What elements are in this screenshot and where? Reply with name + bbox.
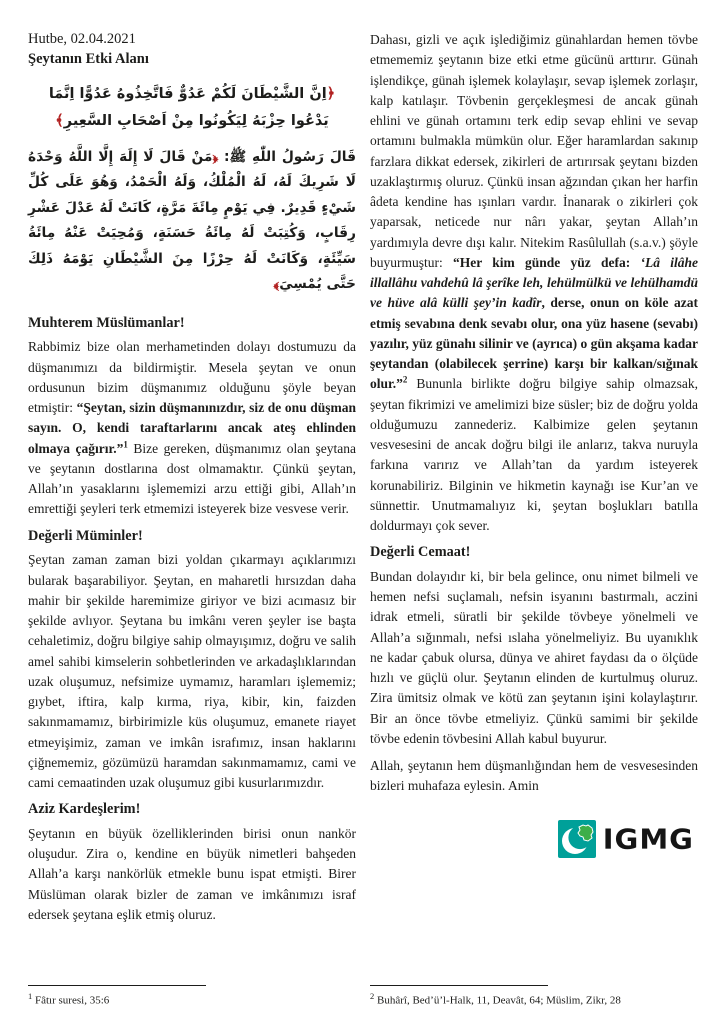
igmg-wordmark: IGMG [602, 822, 694, 855]
section-heading: Muhterem Müslümanlar! [28, 314, 185, 331]
hadith-intro: قَالَ رَسُولُ اللّٰهِ ﷺ: [218, 148, 356, 165]
text-run: Bundan dolayıdır ki, bir bela gelince, onu nimet bilmeli ve hemen nefsi suçlamalı, nefsin isyanını bastırmalı, aczini idrak etmeli, süratli bir şekilde tövbeye yönelmeli ve Allah’a sığınmalı, nefsi ıslaha yönelmeliyiz. Bu uyanıklık ne kadar çabuk olursa, dünya ve ahiret faydası da o ölçüde hızlı ve güçlü olur. Şeytanın elinden de kurtulmuş oluruz. Zira ümitsiz olmak ve kötü zan şeytanın işini kolaylaştırır. Bir an önce tövbe etmeliyiz. Çünkü samimi bir şekilde tövbe edenin tövbesini Allah kabul buyurur. [370, 568, 698, 746]
footnote-source: Buhârî, Bed’ü’l-Halk, 11, Deavât, 64; Müslim, Zikr, 28 [374, 994, 621, 1007]
hadith-ornament-open: ﴿ [212, 148, 219, 165]
right-column [370, 30, 698, 1008]
body-paragraph [28, 824, 356, 925]
footnote-right [370, 985, 698, 1009]
text-run: “Şeytan, sizin düşmanınızdır, siz de onu düşman sayın. O, kendi taraftarlarını ancak ateş ehlinden olmaya çağırır.” [28, 400, 356, 456]
footnote-marker: 1 [28, 990, 33, 1001]
page-title: Şeytanın Etki Alanı [28, 50, 149, 67]
arabic-quran-verse [34, 81, 350, 135]
igmg-logo [558, 820, 694, 858]
footnote-right-text [370, 991, 698, 1009]
text-run: 2 [402, 374, 408, 385]
section-heading: Değerli Cemaat! [370, 544, 471, 561]
arabic-hadith-block [28, 145, 356, 298]
footnote-left [28, 985, 356, 1009]
text-run: Dahası, gizli ve açık işlediğimiz günahlardan hemen tövbe etmememiz şeytanın bize etki etme gücünü arttırır. Günah işlendikçe, günah işlemek kolaylaşır, sevap işlemek zorlaşır, kalp katılaşır. Tövbenin gerçekleşmesi de ancak günah ehlini ve günah ortamını terk edip sevap ehlini ve sevap ortamını bulmakla mümkün olur. Eğer haramlardan sakınıp farzlara dikkat edersek, zikirleri de artırırsak şeytanı bizden uzaklaştırmış oluruz. Çünkü insan ağzından çıkan her harfin âdeta kendine has ışınları vardır. İnanarak o zikirleri çok yaparsak, neticede nur nârı yakar, şeytan Allah’ın yardımıyla devre dışı kalır. Nitekim Rasûlullah (s.a.v.) şöyle buyurmuştur: [370, 32, 698, 270]
hadith-ornament-close: ﴾ [273, 276, 280, 293]
text-run: Şeytan zaman zaman bizi yoldan çıkarmayı açıklarımızı bularak başarabiliyor. Şeytan, en maharetli hırsızdan daha mahir bir şekilde haremimize giriyor ve bizi acımasız bir şekilde avlıyor. Şeytana bu imkânı veren şeyler ise başta cehaletimiz, doğru bilgiye sahip olmayışımız, doğru ve salih amel sahibi kimselerin sohbetlerinden ve arkadaşlıklarından uzak oluşumuz, nefsimize uymamız, haramları işlememiz; gıybet, iftira, kalp kırma, riya, kibir, kin, faizden sakınmamamız, birbirimizle küs oluşumuz, emanete riayet etmeyişimiz, zaman ve imkân israfımız, insan haklarını çiğnememiz, gözümüzü haramdan sakınmamamız, cami ve cami cemaatinden uzak oluşumuz gibi kusurlarımızdır. [28, 552, 356, 790]
verse-ornament-close: ﴾ [55, 112, 64, 129]
text-run: , derse, onun on köle azat etmiş sevabına denk sevabı olur, ona yüz hasene (sevabı) yazılır, yüz günahı silinir ve (ayrıca) o gün akşama kadar şeytandan (olabilecek şerrine) karşı bir kalkan/sığınak olur.” [370, 295, 698, 392]
body-paragraph [370, 30, 698, 536]
igmg-crescent-globe-icon [558, 820, 596, 858]
text-run: Bununla birlikte doğru bilgiye sahip olmazsak, şeytan fikrimizi ve amelimizi bize süsler; biz de doğru yolda olduğumuzu zannederiz. Kalbimize gelen şeytanın vesvesesini de ancak doğru bilgi ile anlarız, takva nuruyla farkına varırız ve Allah’tan da yardım isteyerek korunabiliriz. Bilginin ve hikmetin kaynağı ise Kur’an ve sünnettir. Unutmamalıyız ki, şeytan boşlukları batılla doldurmayı çok sever. [370, 376, 698, 533]
body-paragraph [28, 550, 356, 793]
body-paragraph [370, 756, 698, 797]
footnote-divider [28, 985, 206, 986]
text-run: Bize gereken, düşmanımız olan şeytana ve şeytanın dostlarına dost olmamaktır. Çünkü şeytan, Allah’ın yasaklarını işlememizi arzu ettiği gibi, Allah’ın emrettiği şeyleri terk etmemizi isteyerek bize vesvese verir. [28, 440, 356, 517]
text-run: Allah, şeytanın hem düşmanlığından hem de vesvesesinden bizleri muhafaza eylesin. Amin [370, 758, 698, 794]
text-run: Rabbimiz bize olan merhametinden dolayı dostumuzu da düşmanımızı da bildirmiştir. Mesela şeytan ve onun ordusunun bizim düşmanımız olduğunu şöyle beyan etmiştir: [28, 339, 356, 416]
footnote-divider [370, 985, 548, 986]
section-heading: Aziz Kardeşlerim! [28, 801, 141, 818]
left-column-text [28, 308, 356, 932]
text-run: Şeytanın en büyük özelliklerinden birisi onun nankör oluşudur. Zira o, kendine en büyük nimetleri bahşeden Allah’a karşı nankörlük etmekle bunu ispat etmişti. Birer Müslüman olarak bizler de zaman ve imkânımızı israf edersek şeytana eşlik etmiş oluruz. [28, 825, 356, 922]
verse-ornament-open: ﴿ [326, 86, 336, 103]
body-paragraph [28, 337, 356, 519]
text-run: “Her kim günde yüz defa: [453, 254, 641, 270]
hadith-text: مَنْ قَالَ لَا إِلَهَ إِلَّا اللَّهُ وَحْدَهُ لَا شَرِيكَ لَهُ، لَهُ الْمُلْكُ، وَلَهُ الْحَمْدُ، وَهُوَ عَلَى كُلِّ شَيْءٍ قَدِيرٌ. فِي يَوْمٍ مِائَةَ مَرَّةٍ، كَانَتْ لَهُ عَدْلَ عَشْرِ رِقَابٍ، وَكُتِبَتْ لَهُ مِائَةُ حَسَنَةٍ، وَمُحِيَتْ عَنْهُ مِائَةُ سَيِّئَةٍ، وَكَانَتْ لَهُ حِرْزًا مِنَ الشَّيْطَانِ يَوْمَهُ ذَلِكَ حَتَّى يُمْسِيَ [28, 148, 356, 293]
verse-text: اِنَّ الشَّيْطَانَ لَكُمْ عَدُوٌّ فَاتَّخِذُوهُ عَدُوًّا اِنَّمَا يَدْعُوا حِزْبَهُ لِيَكُونُوا مِنْ اَصْحَابِ السَّعِيرِ [48, 86, 329, 129]
section-heading: Değerli Müminler! [28, 527, 143, 544]
date-line: Hutbe, 02.04.2021 [28, 31, 136, 47]
right-column-text [370, 30, 698, 804]
footnote-marker: 2 [370, 990, 375, 1001]
footnote-source: Fâtır suresi, 35:6 [32, 994, 110, 1007]
left-column [28, 30, 356, 1008]
text-run: 1 [123, 439, 128, 450]
footnote-left-text [28, 991, 356, 1009]
body-paragraph [370, 567, 698, 749]
text-run: ‘Lâ ilâhe illallâhu vahdehû lâ şerîke leh, lehülmülkü ve lehülhamdü ve hüve alâ külli şey’in kadîr [370, 254, 698, 311]
